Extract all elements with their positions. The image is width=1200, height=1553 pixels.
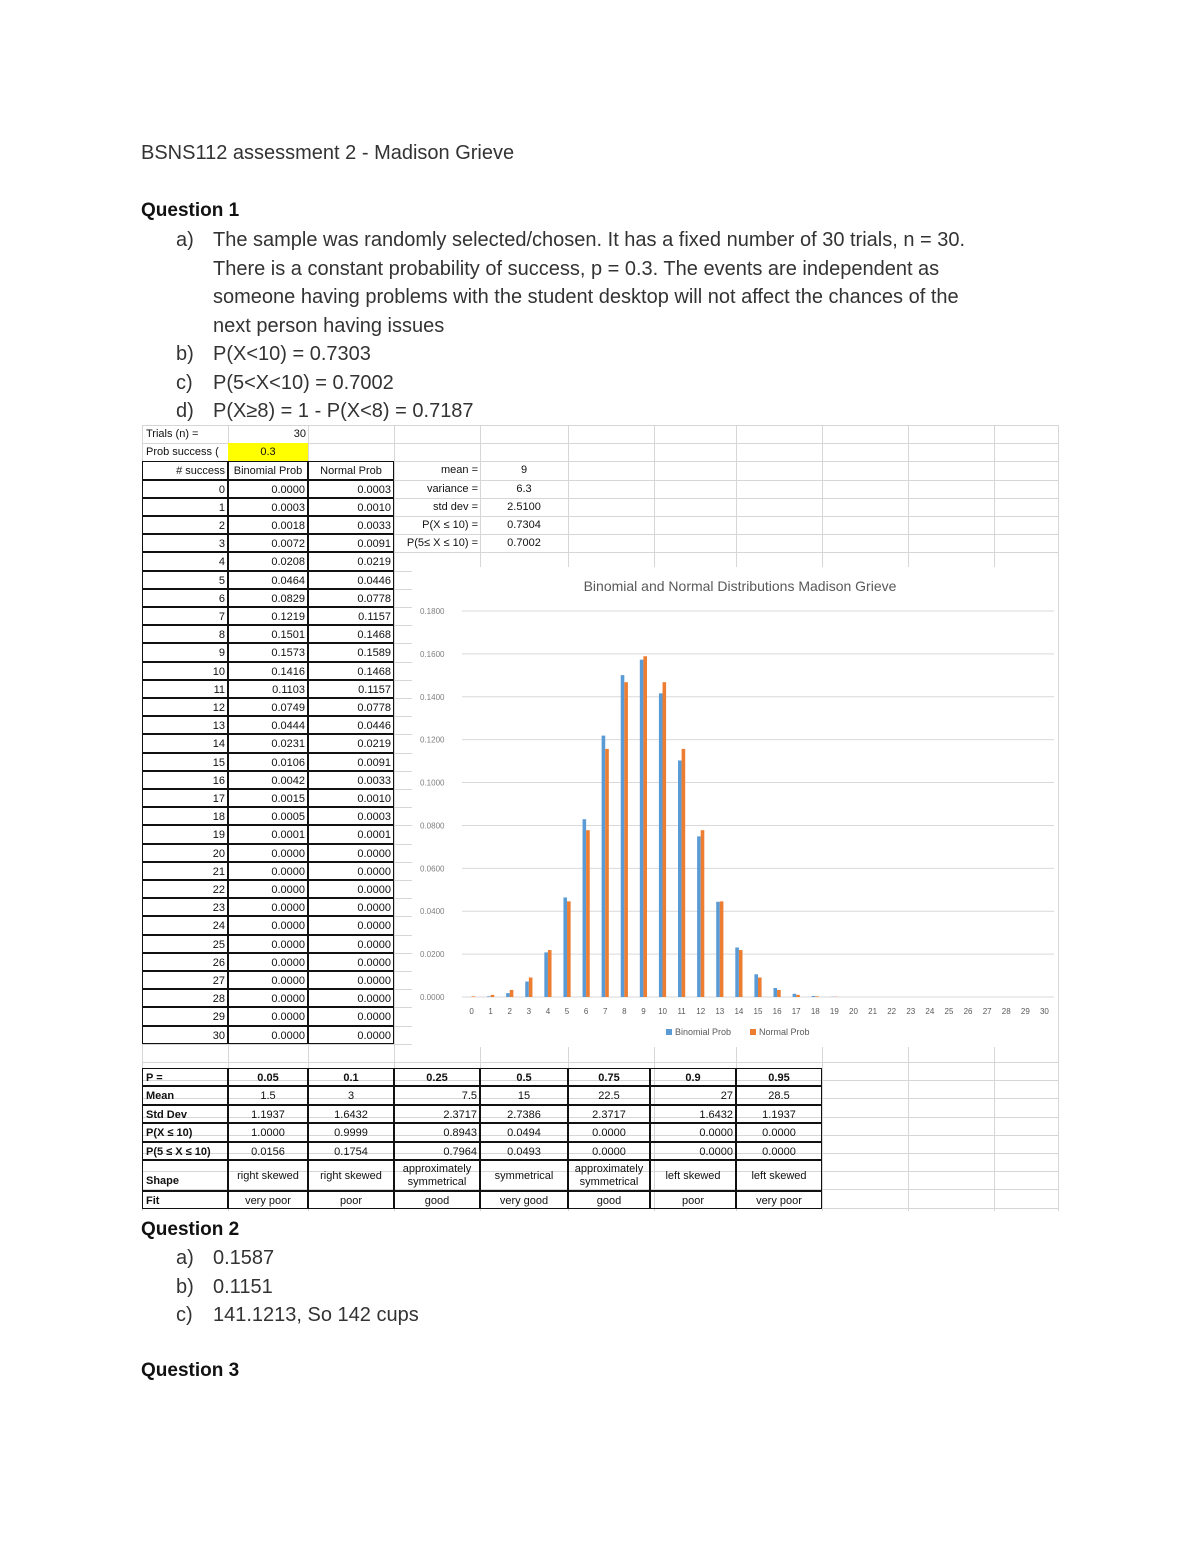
bar-normal [529,977,533,997]
row-success: 17 [142,789,228,807]
x-tick-label: 26 [963,1007,973,1016]
bar-normal [548,950,552,997]
summary-cell: 7.5 [394,1086,480,1104]
row-binomial: 0.0444 [228,716,308,734]
row-success: 23 [142,898,228,916]
row-success: 24 [142,916,228,934]
answer-text-line: P(5<X<10) = 0.7002 [213,371,394,394]
x-tick-label: 20 [849,1007,858,1016]
bar-normal [472,996,476,997]
summary-cell: 0.0000 [736,1123,822,1141]
prob-value: 0.3 [228,443,308,461]
row-success: 3 [142,534,228,552]
bar-normal [777,990,781,997]
row-normal: 0.0000 [308,935,394,953]
row-success: 0 [142,480,228,498]
summary-cell: 15 [480,1086,568,1104]
row-normal: 0.0003 [308,807,394,825]
row-normal: 0.0000 [308,844,394,862]
row-success: 10 [142,662,228,680]
summary-row-label: P = [142,1068,228,1086]
x-tick-label: 27 [982,1007,992,1016]
bar-normal [758,977,762,997]
row-normal: 0.0091 [308,753,394,771]
summary-cell: 27 [650,1086,736,1104]
row-binomial: 0.0042 [228,771,308,789]
bar-binomial [525,982,529,997]
answer-text-line: P(X≥8) = 1 - P(X<8) = 0.7187 [213,400,474,422]
summary-row-label: Std Dev [142,1105,228,1123]
row-binomial: 0.0000 [228,880,308,898]
bar-binomial [812,996,816,997]
summary-cell: 0.0000 [736,1142,822,1160]
row-normal: 0.1157 [308,680,394,698]
x-tick-label: 8 [622,1007,627,1016]
summary-cell: right skewed [228,1160,308,1191]
x-tick-label: 11 [677,1007,686,1016]
x-tick-label: 7 [602,1007,608,1016]
row-success: 28 [142,989,228,1007]
row-success: 7 [142,607,228,625]
summary-cell: symmetrical [480,1160,568,1191]
row-success: 25 [142,935,228,953]
bar-binomial [678,760,682,997]
grid-vline [1058,425,1059,1211]
x-tick-label: 25 [944,1007,954,1016]
bar-binomial [697,836,701,997]
stat-value: 9 [520,464,528,477]
row-normal: 0.0033 [308,516,394,534]
bar-normal [491,995,495,997]
x-tick-label: 12 [696,1007,706,1016]
row-normal: 0.0033 [308,771,394,789]
y-tick-label: 0.1000 [420,778,445,788]
summary-cell: 28.5 [736,1086,822,1104]
question-3-heading: Question 3 [141,1360,240,1381]
summary-cell: 0.0156 [228,1142,308,1160]
x-tick-label: 13 [715,1007,725,1016]
summary-cell: 1.6432 [308,1105,394,1123]
summary-cell: 22.5 [568,1086,650,1104]
answer-text: 0.1587 [213,1247,275,1269]
row-binomial: 0.0072 [228,534,308,552]
row-normal: 0.0000 [308,862,394,880]
x-tick-label: 4 [545,1007,551,1016]
row-success: 6 [142,589,228,607]
answer-text-line: There is a constant probability of success, p = 0.3. The events are independent as [213,257,940,280]
y-tick-label: 0.0800 [420,821,445,831]
summary-cell: 0.1754 [308,1142,394,1160]
summary-row-label: Shape [142,1160,228,1191]
question-1-heading: Question 1 [141,200,240,221]
stat-value: 2.5100 [507,500,541,513]
trials-label: Trials (n) = [146,428,199,440]
row-binomial: 0.1103 [228,680,308,698]
answer-text: 141.1213, So 142 cups [213,1304,419,1326]
bar-normal [643,656,647,997]
row-binomial: 0.0000 [228,898,308,916]
summary-cell: approximately symmetrical [394,1160,480,1191]
summary-row-label: P(5 ≤ X ≤ 10) [142,1142,228,1160]
row-normal: 0.0003 [308,480,394,498]
answer-text: 0.1151 [213,1275,273,1298]
summary-cell: very good [480,1191,568,1209]
bar-normal [796,995,800,997]
summary-cell: 0.0000 [568,1123,650,1141]
x-tick-label: 0 [469,1007,474,1016]
answer-letter: c) [176,371,193,394]
bar-binomial [659,693,663,997]
answer-text-line: The sample was randomly selected/chosen. It has a fixed number of 30 trials, n = 30. [213,229,966,251]
x-tick-label: 30 [1039,1007,1049,1016]
row-binomial: 0.0000 [228,989,308,1007]
legend-swatch [750,1029,756,1035]
row-success: 15 [142,753,228,771]
summary-cell: 0.05 [228,1068,308,1086]
row-binomial: 0.0208 [228,552,308,570]
row-success: 11 [142,680,228,698]
row-normal: 0.0010 [308,498,394,516]
stat-label: P(5≤ X ≤ 10) = [406,537,478,550]
row-normal: 0.0219 [308,734,394,752]
summary-cell: 0.0000 [650,1142,736,1160]
row-success: 1 [142,498,228,516]
summary-cell: 0.0000 [650,1123,736,1141]
bar-normal [624,682,628,997]
row-success: 14 [142,734,228,752]
stat-value: 6.3 [516,482,532,495]
bar-binomial [621,675,625,997]
answer-letter: b) [176,343,194,365]
chart-title: Binomial and Normal Distributions Madison Grieve [583,578,897,594]
prob-label: Prob success ( [146,446,219,459]
row-binomial: 0.0000 [228,862,308,880]
x-tick-label: 3 [526,1007,532,1016]
x-tick-label: 21 [868,1007,878,1016]
x-tick-label: 29 [1020,1007,1030,1016]
x-tick-label: 17 [791,1007,801,1016]
row-normal: 0.0446 [308,571,394,589]
bar-binomial [602,736,606,997]
row-normal: 0.0778 [308,698,394,716]
x-tick-label: 24 [925,1007,935,1016]
legend-label: Normal Prob [759,1027,810,1037]
summary-cell: 2.7386 [480,1105,568,1123]
chart-svg [412,567,1058,1047]
answer-letter: a) [176,229,194,251]
summary-row-label: P(X ≤ 10) [142,1123,228,1141]
summary-cell: good [568,1191,650,1209]
row-normal: 0.0091 [308,534,394,552]
row-binomial: 0.0005 [228,807,308,825]
row-success: 13 [142,716,228,734]
row-binomial: 0.0018 [228,516,308,534]
bar-binomial [563,897,567,997]
x-tick-label: 14 [734,1007,744,1016]
bar-normal [701,830,705,997]
grid-hline [142,1062,1058,1063]
summary-cell: poor [308,1191,394,1209]
summary-cell: right skewed [308,1160,394,1191]
bar-normal [663,682,667,997]
row-success: 30 [142,1026,228,1044]
bar-normal [720,901,724,997]
row-normal: 0.0000 [308,916,394,934]
row-success: 8 [142,625,228,643]
question-2-heading: Question 2 [141,1219,240,1240]
document-title: BSNS112 assessment 2 - Madison Grieve [141,142,515,164]
bar-binomial [735,947,739,997]
y-tick-label: 0.1400 [420,692,445,702]
summary-cell: good [394,1191,480,1209]
row-normal: 0.0446 [308,716,394,734]
row-normal: 0.1468 [308,625,394,643]
stat-label: variance = [426,482,478,495]
summary-cell: 0.9999 [308,1123,394,1141]
stat-value: 0.7002 [507,537,541,550]
row-binomial: 0.0000 [228,971,308,989]
x-tick-label: 5 [564,1007,570,1016]
summary-cell: 2.3717 [394,1105,480,1123]
row-success: 19 [142,825,228,843]
row-normal: 0.1157 [308,607,394,625]
row-success: 27 [142,971,228,989]
row-normal: 0.0000 [308,989,394,1007]
summary-cell: poor [650,1191,736,1209]
x-tick-label: 15 [753,1007,763,1016]
x-tick-label: 10 [658,1007,667,1016]
row-normal: 0.0010 [308,789,394,807]
summary-cell: 0.1 [308,1068,394,1086]
row-binomial: 0.0000 [228,935,308,953]
y-tick-label: 0.1200 [420,735,445,745]
bar-normal [739,950,743,997]
answer-text-line: P(X<10) = 0.7303 [213,343,371,365]
row-normal: 0.0001 [308,825,394,843]
summary-cell: 2.3717 [568,1105,650,1123]
row-binomial: 0.0000 [228,953,308,971]
stat-value: 0.7304 [507,519,541,531]
bar-binomial [544,952,548,997]
bar-normal [605,749,609,997]
header-binomial: Binomial Prob [228,461,308,479]
row-binomial: 0.1573 [228,643,308,661]
bar-normal [682,749,686,997]
row-success: 2 [142,516,228,534]
x-tick-label: 18 [810,1007,820,1016]
header-success: # success [142,461,228,479]
stat-label: mean = [441,464,478,477]
row-normal: 0.0219 [308,552,394,570]
row-normal: 0.1589 [308,643,394,661]
answer-text-line: next person having issues [213,314,445,337]
summary-cell: 1.1937 [736,1105,822,1123]
row-success: 18 [142,807,228,825]
y-tick-label: 0.0200 [420,950,445,960]
bar-binomial [793,994,797,997]
stat-label: std dev = [433,500,478,513]
y-tick-label: 0.0000 [420,993,445,1002]
summary-cell: very poor [228,1191,308,1209]
row-binomial: 0.0000 [228,480,308,498]
x-tick-label: 28 [1001,1007,1011,1016]
spreadsheet [142,425,1058,1211]
row-binomial: 0.0464 [228,571,308,589]
answer-letter: b) [176,1275,194,1298]
summary-cell: 3 [308,1086,394,1104]
answer-letter: c) [176,1304,193,1326]
row-success: 26 [142,953,228,971]
row-normal: 0.0000 [308,953,394,971]
y-tick-label: 0.1800 [420,607,445,616]
row-success: 16 [142,771,228,789]
question-2-answers [176,1244,876,1334]
x-tick-label: 1 [488,1007,493,1016]
answer-letter: d) [176,400,194,422]
x-tick-label: 6 [583,1007,589,1016]
row-binomial: 0.0000 [228,844,308,862]
x-tick-label: 2 [507,1007,512,1016]
bar-binomial [506,993,510,997]
row-success: 29 [142,1007,228,1025]
summary-row-label: Mean [142,1086,228,1104]
row-normal: 0.1468 [308,662,394,680]
row-binomial: 0.0015 [228,789,308,807]
chart-container [412,567,1058,1047]
row-normal: 0.0778 [308,589,394,607]
bar-binomial [716,902,720,997]
row-success: 20 [142,844,228,862]
stat-label: P(X ≤ 10) = [422,519,478,531]
summary-cell: 1.0000 [228,1123,308,1141]
summary-cell: 0.5 [480,1068,568,1086]
row-binomial: 0.0749 [228,698,308,716]
row-binomial: 0.0231 [228,734,308,752]
row-binomial: 0.0000 [228,1007,308,1025]
x-tick-label: 9 [641,1007,646,1016]
legend-swatch [666,1029,672,1035]
row-binomial: 0.0829 [228,589,308,607]
x-tick-label: 23 [906,1007,916,1016]
bar-binomial [487,996,491,997]
row-binomial: 0.0003 [228,498,308,516]
answer-text-line: someone having problems with the student desktop will not affect the chances of the [213,286,959,308]
summary-cell: 0.75 [568,1068,650,1086]
row-success: 21 [142,862,228,880]
row-binomial: 0.0001 [228,825,308,843]
bar-binomial [754,974,758,997]
row-normal: 0.0000 [308,971,394,989]
row-success: 5 [142,571,228,589]
summary-cell: 0.0493 [480,1142,568,1160]
row-binomial: 0.0000 [228,1026,308,1044]
summary-cell: 0.8943 [394,1123,480,1141]
row-success: 12 [142,698,228,716]
summary-cell: left skewed [650,1160,736,1191]
summary-cell: 0.0494 [480,1123,568,1141]
summary-cell: 1.6432 [650,1105,736,1123]
summary-row-label: Fit [142,1191,228,1209]
bar-binomial [640,660,644,997]
summary-cell: left skewed [736,1160,822,1191]
bar-normal [510,990,514,997]
bar-normal [586,830,590,997]
x-tick-label: 16 [772,1007,782,1016]
summary-cell: 0.7964 [394,1142,480,1160]
row-normal: 0.0000 [308,1007,394,1025]
answer-letter: a) [176,1247,194,1269]
legend-label: Binomial Prob [675,1027,732,1037]
row-normal: 0.0000 [308,898,394,916]
row-binomial: 0.1219 [228,607,308,625]
bar-normal [815,996,819,997]
summary-cell: 0.25 [394,1068,480,1086]
row-binomial: 0.1416 [228,662,308,680]
row-normal: 0.0000 [308,880,394,898]
y-tick-label: 0.0400 [420,907,445,917]
row-binomial: 0.1501 [228,625,308,643]
question-1-answers [176,226,1076,426]
summary-cell: 0.0000 [568,1142,650,1160]
row-success: 9 [142,643,228,661]
summary-cell: 0.95 [736,1068,822,1086]
header-normal: Normal Prob [308,461,394,479]
y-tick-label: 0.0600 [420,864,445,874]
trials-value: 30 [293,428,306,440]
summary-cell: 1.1937 [228,1105,308,1123]
row-binomial: 0.0000 [228,916,308,934]
bar-binomial [583,819,587,997]
x-tick-label: 22 [887,1007,897,1016]
bar-normal [567,901,571,997]
row-binomial: 0.0106 [228,753,308,771]
row-success: 22 [142,880,228,898]
summary-cell: very poor [736,1191,822,1209]
summary-cell: approximately symmetrical [568,1160,650,1191]
row-success: 4 [142,552,228,570]
x-tick-label: 19 [829,1007,839,1016]
bar-binomial [773,988,777,997]
summary-cell: 1.5 [228,1086,308,1104]
summary-cell: 0.9 [650,1068,736,1086]
y-tick-label: 0.1600 [420,649,445,659]
row-normal: 0.0000 [308,1026,394,1044]
